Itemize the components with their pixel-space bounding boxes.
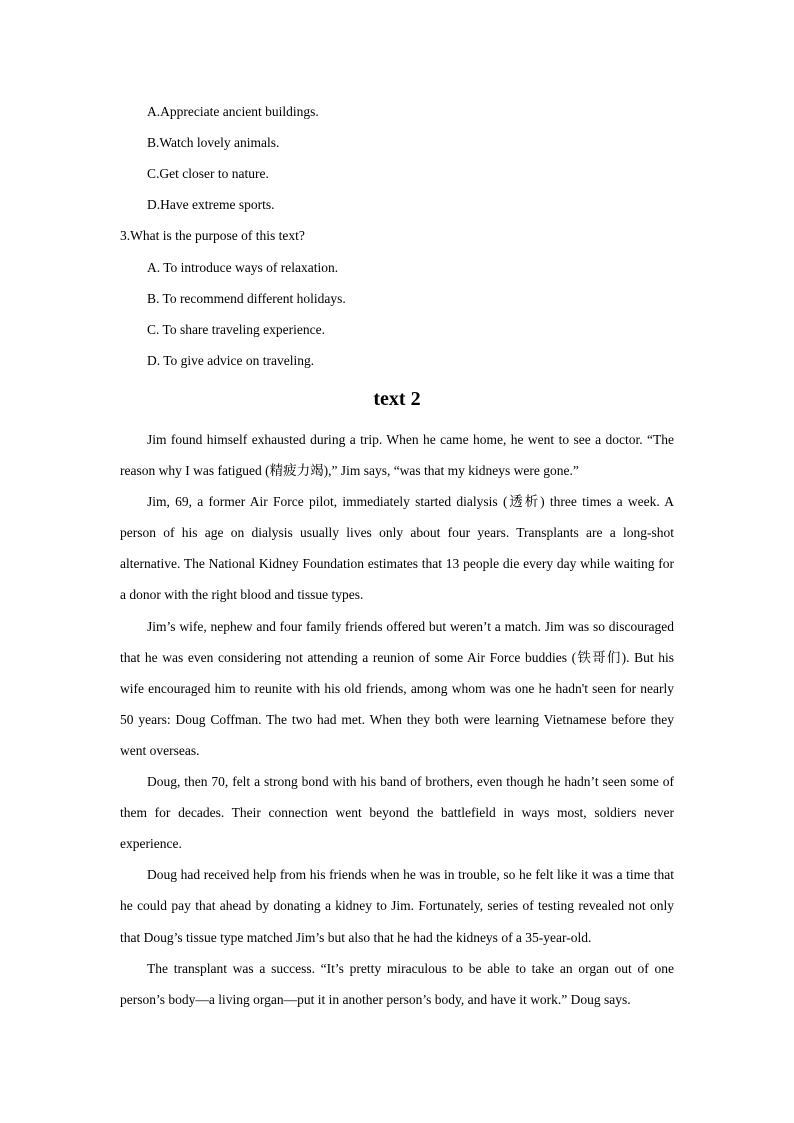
q2-option-c: C.Get closer to nature. (147, 166, 269, 181)
q3-option-c: C. To share traveling experience. (147, 322, 325, 337)
section-title: text 2 (373, 388, 421, 410)
passage-paragraph-5: Doug had received help from his friends when he was in trouble, so he felt like it was a time that he could pay that ahead by donating a kidney to Jim. Fortunately, series of testing revealed not only that Doug’s tissue type matched Jim’s but also that he had the kidneys of a 35-year-old. (120, 867, 674, 945)
passage-paragraph-2: Jim, 69, a former Air Force pilot, immediately started dialysis (透析) three times a week. A person of his age on dialysis usually lives only about four years. Transplants are a long-shot alternative. The National Kidney Foundation estimates that 13 people die every day while waiting for a donor with the right blood and tissue types. (120, 494, 674, 603)
q3-option-a: A. To introduce ways of relaxation. (147, 260, 339, 275)
passage-paragraph-6: The transplant was a success. “It’s pretty miraculous to be able to take an organ out of one person’s body—a living organ—put it in another person’s body, and have it work.” Doug says. (120, 960, 674, 1007)
passage-body (120, 424, 674, 1015)
q3-stem: 3.What is the purpose of this text? (120, 228, 305, 243)
q3-option-b: B. To recommend different holidays. (147, 291, 346, 306)
q2-option-d: D.Have extreme sports. (147, 197, 275, 212)
q3-option-d: D. To give advice on traveling. (147, 353, 315, 368)
q2-option-b: B.Watch lovely animals. (147, 135, 280, 150)
passage-paragraph-4: Doug, then 70, felt a strong bond with his band of brothers, even though he hadn’t seen some of them for decades. Their connection went beyond the battlefield in ways most, soldiers never experience. (120, 774, 674, 852)
q2-option-a: A.Appreciate ancient buildings. (147, 104, 319, 119)
passage-paragraph-3: Jim’s wife, nephew and four family friends offered but weren’t a match. Jim was so discouraged that he was even considering not attending a reunion of some Air Force buddies (铁哥们). But his wife encouraged him to reunite with his old friends, among whom was one he hadn't seen for nearly 50 years: Doug Coffman. The two had met. When they both were learning Vietnamese before they went overseas. (120, 618, 674, 758)
passage-paragraph-1: Jim found himself exhausted during a trip. When he came home, he went to see a doctor. “The reason why I was fatigued (精疲力竭),” Jim says, “was that my kidneys were gone.” (120, 432, 674, 479)
